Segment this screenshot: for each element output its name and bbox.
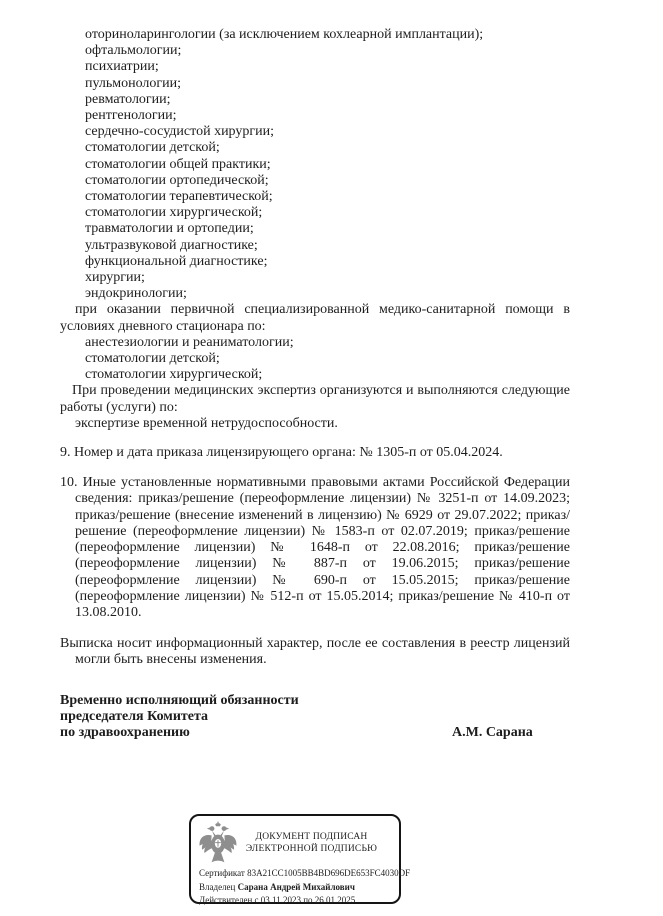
specialty-item: ультразвуковой диагностике;	[85, 237, 258, 253]
specialty-item: офтальмологии;	[85, 43, 182, 59]
owner-name: Сарана Андрей Михайлович	[237, 881, 355, 892]
specialty-item: стоматологии хирургической;	[85, 205, 263, 221]
document-body	[60, 27, 570, 741]
disclaimer-paragraph: Выписка носит информационный характер, после ее составления в реестр лицензий могли быть внесены изменения.	[60, 636, 570, 668]
specialty-item: рентгенологии;	[85, 108, 177, 124]
specialty-item: стоматологии хирургической;	[85, 367, 263, 383]
stamp-title-line: ДОКУМЕНТ ПОДПИСАН	[255, 831, 368, 842]
stamp-title-line: ЭЛЕКТРОННОЙ ПОДПИСЬЮ	[245, 844, 378, 854]
expertise-item: экспертизе временной нетрудоспособности.	[75, 415, 338, 431]
certificate-label: Сертификат	[199, 868, 245, 878]
specialty-item: стоматологии детской;	[85, 351, 220, 367]
specialty-item: стоматологии ортопедической;	[85, 172, 269, 188]
expertise-intro: При проведении медицинских экспертиз организуются и выполняются следующие работы (услуги) по:	[60, 383, 570, 415]
certificate-line	[199, 868, 411, 879]
expertise-list	[60, 416, 570, 432]
specialty-item: анестезиологии и реаниматологии;	[85, 334, 294, 350]
signatory-position-line: Временно исполняющий обязанности	[60, 692, 299, 708]
signature-block	[60, 693, 570, 742]
specialty-item: функциональной диагностике;	[85, 253, 268, 269]
specialty-item: эндокринологии;	[85, 286, 187, 302]
validity-line: Действителен с 03.11.2023 по 26.01.2025	[199, 895, 356, 906]
signatory-position-line: председателя Комитета	[60, 708, 209, 724]
item-9-order-number: 9. Номер и дата приказа лицензирующего органа: № 1305-п от 05.04.2024.	[60, 445, 503, 461]
specialty-item: хирургии;	[85, 270, 145, 286]
specialty-item: сердечно-сосудистой хирургии;	[85, 124, 274, 140]
stamp-header	[191, 816, 399, 865]
item-10-other-info: 10. Иные установленные нормативными правовыми актами Российской Федерации сведения: приказ/решение (переоформление лицензии) № 3251-п от 14.09.2023; приказ/решение (внесение изменений в лицензию) № 6929 от 29.07.2022; приказ/решение (переоформление лицензии) № 1583-п от 02.07.2019; приказ/решение (переоформление лицензии) № 1648-п от 22.08.2016; приказ/решение (переоформление лицензии) № 887-п от 19.06.2015; приказ/решение (переоформление лицензии) № 690-п от 15.05.2015; приказ/решение (переоформление лицензии) № 512-п от 15.05.2014; приказ/решение № 410-п от 13.08.2010.	[60, 475, 570, 620]
specialty-item: пульмонологии;	[85, 75, 182, 91]
signatory-name: А.М. Сарана	[452, 724, 533, 740]
specialty-item: оториноларингологии (за исключением кохлеарной имплантации);	[85, 27, 484, 42]
specialty-item: стоматологии терапевтической;	[85, 189, 273, 205]
stamp-title	[238, 831, 391, 856]
signatory-position-line: по здравоохранению	[60, 724, 190, 740]
stamp-details	[191, 865, 411, 906]
owner-line	[199, 882, 391, 893]
electronic-signature-stamp	[189, 814, 411, 906]
specialty-list-ambulatory	[60, 27, 570, 302]
owner-label: Владелец	[199, 881, 236, 892]
specialty-item: психиатрии;	[85, 59, 159, 75]
specialty-item: травматологии и ортопедии;	[85, 221, 254, 237]
day-hospital-intro: при оказании первичной специализированной медико-санитарной помощи в условиях дневного стационара по:	[60, 302, 570, 334]
specialty-item: стоматологии общей практики;	[85, 156, 271, 172]
specialty-item: стоматологии детской;	[85, 140, 220, 156]
certificate-value: 83A21CC1005BB4BD696DE653FC4030DF	[247, 868, 411, 878]
specialty-item: ревматологии;	[85, 91, 171, 107]
specialty-list-day-hospital	[60, 335, 570, 384]
double-headed-eagle-emblem-icon	[198, 821, 238, 865]
